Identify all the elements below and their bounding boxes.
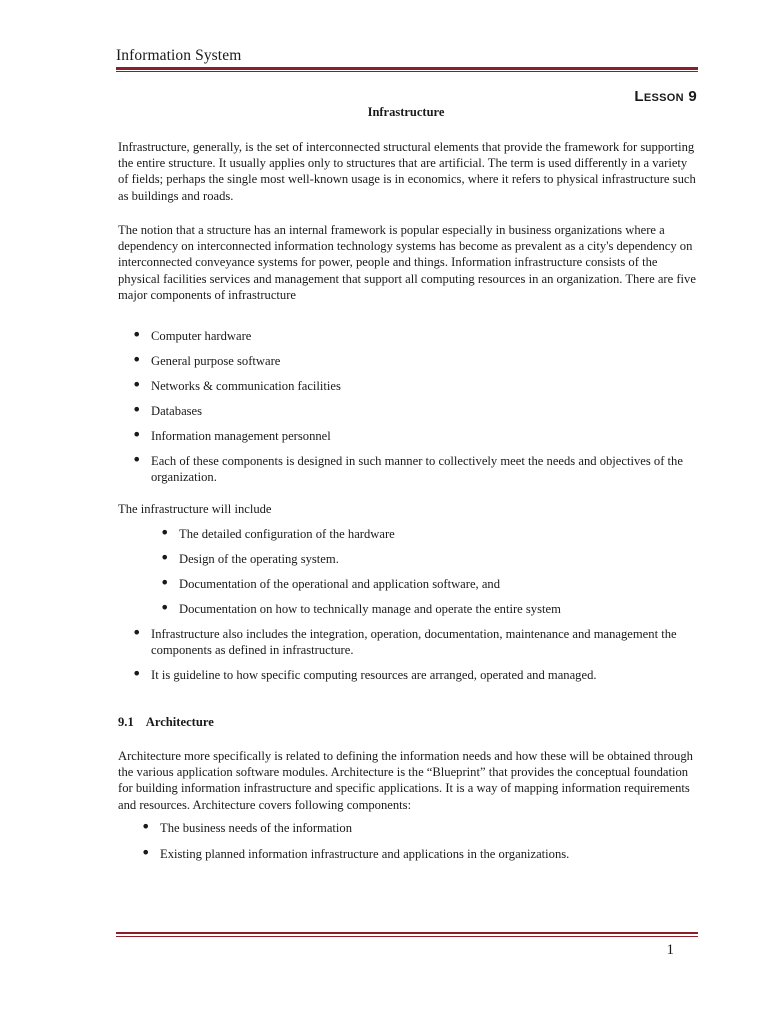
lesson-label: Lesson 9 xyxy=(634,88,697,105)
bullet-icon: • xyxy=(160,523,170,542)
architecture-paragraph: Architecture more specifically is related to defining the information needs and how these will be obtained through the various application software modules. Architecture is the “Blueprint” that provides the conceptual foundation for building information infrastructure and specific applications. It is a way of mapping information requirements and resources. Architecture covers following components: xyxy=(118,749,693,812)
bullet-icon: • xyxy=(132,325,142,344)
page-number: 1 xyxy=(666,942,674,958)
list-item: • Each of these components is designed in such manner to collectively meet the needs and objectives of the organization. xyxy=(132,450,683,485)
list-item: • General purpose software xyxy=(132,350,281,369)
bullet-icon: • xyxy=(160,598,170,617)
bullet-icon: • xyxy=(132,400,142,419)
list-item: • Networks & communication facilities xyxy=(132,375,341,394)
section-number: 9.1 xyxy=(118,715,134,729)
section-heading xyxy=(118,715,214,730)
bullet-icon: • xyxy=(132,623,142,642)
footer-rule xyxy=(116,932,698,934)
footer-rule-thin xyxy=(116,936,698,937)
bullet-icon: • xyxy=(141,817,151,836)
bullet-icon: • xyxy=(132,375,142,394)
intro-paragraph: Infrastructure, generally, is the set of interconnected structural elements that provide the framework for supporting the entire structure. It usually applies only to structures that are artificial. The term is used differently in a variety of fields; perhaps the single most well-known usage is in economics, where it refers to physical infrastructure such as buildings and roads. xyxy=(118,140,696,203)
list-item: • Documentation on how to technically manage and operate the entire system xyxy=(160,598,561,617)
list-item: • The detailed configuration of the hardware xyxy=(160,523,395,542)
document-title: Infrastructure xyxy=(367,105,445,119)
bullet-icon: • xyxy=(132,425,142,444)
page-header-title: Information System xyxy=(116,47,242,64)
include-intro: The infrastructure will include xyxy=(118,502,272,516)
list-item: • Information management personnel xyxy=(132,425,331,444)
bullet-icon: • xyxy=(132,450,142,469)
list-item: • The business needs of the information xyxy=(141,817,353,836)
bullet-icon: • xyxy=(160,573,170,592)
list-item: • Existing planned information infrastructure and applications in the organizations. xyxy=(141,843,570,862)
header-rule xyxy=(116,67,698,70)
section-title: Architecture xyxy=(145,715,214,729)
bullet-icon: • xyxy=(132,350,142,369)
bullet-icon: • xyxy=(160,548,170,567)
header-rule-thin xyxy=(116,71,698,72)
list-item: • Design of the operating system. xyxy=(160,548,339,567)
bullet-icon: • xyxy=(141,843,151,862)
list-item: • Databases xyxy=(132,400,203,419)
list-item: • Documentation of the operational and application software, and xyxy=(160,573,501,592)
list-item: • Computer hardware xyxy=(132,325,252,344)
bullet-icon: • xyxy=(132,664,142,683)
list-item: • Infrastructure also includes the integration, operation, documentation, maintenance and management the components as defined in infrastructure. xyxy=(132,623,677,658)
notion-paragraph: The notion that a structure has an internal framework is popular especially in business organizations where a dependency on interconnected information technology systems has become as prevalent as a city's dependency on interconnected conveyance systems for power, people and things. Information infrastructure consists of the physical facilities services and management that support all computing resources in an organization. There are five major components of infrastructure xyxy=(118,223,696,302)
list-item: • It is guideline to how specific computing resources are arranged, operated and managed. xyxy=(132,664,597,683)
